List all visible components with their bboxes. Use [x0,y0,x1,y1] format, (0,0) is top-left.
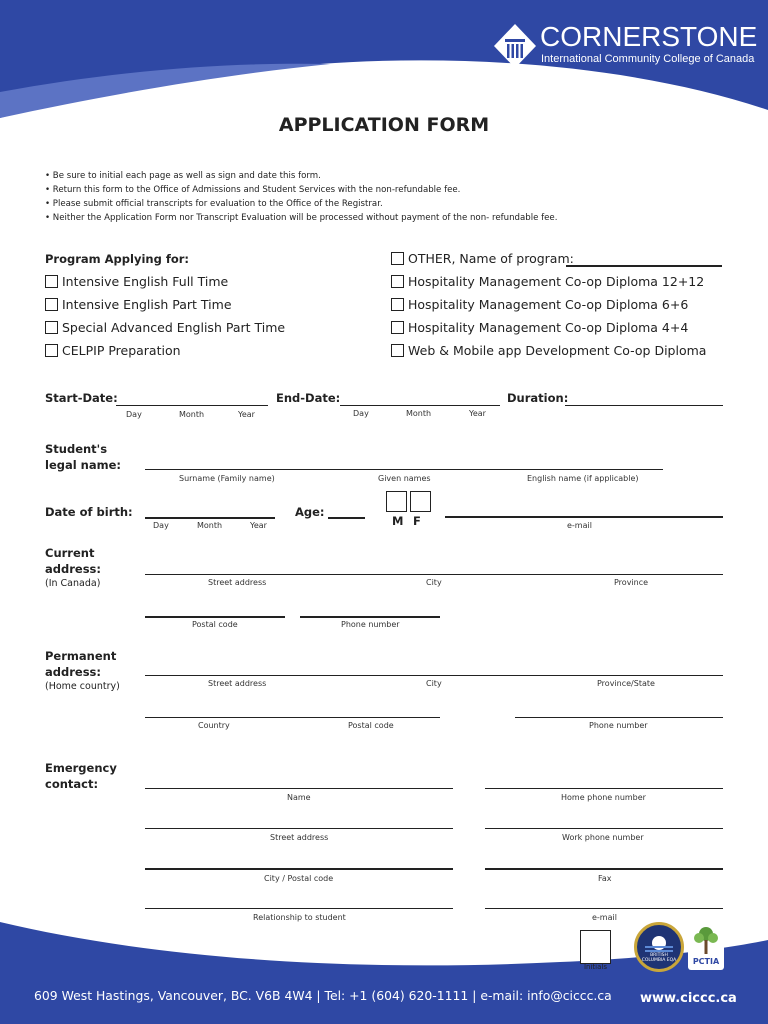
age-label: Age: [295,505,325,519]
permanent-phone-field[interactable] [515,717,723,718]
current-phone-field[interactable] [300,616,440,618]
field-caption: Street address [208,578,267,587]
tree-icon [688,924,724,958]
current-address-label: Current address: [45,546,101,576]
footer-address: 609 West Hastings, Vancouver, BC. V6B 4W4 | Tel: +1 (604) 620-1111 | e-mail: info@ciccc.ca [34,988,612,1003]
field-caption: Work phone number [562,833,644,842]
field-caption: Surname (Family name) [179,474,275,483]
initials-box[interactable] [580,930,611,964]
initials-label: Initials [583,963,608,971]
program-option[interactable] [391,297,688,312]
birth-date-label: Date of birth: [45,505,133,519]
field-caption: Postal code [348,721,394,730]
option-label: Hospitality Management Co-op Diploma 6+6 [408,297,689,312]
emergency-home-phone-field[interactable] [485,788,723,789]
checkbox[interactable] [45,275,58,288]
field-caption: e-mail [567,521,592,530]
emergency-work-phone-field[interactable] [485,828,723,829]
field-caption: Phone number [589,721,648,730]
gender-female-label: F [413,514,421,528]
field-caption: Day [153,521,169,530]
field-caption: Day [126,410,142,419]
option-label: Web & Mobile app Development Co-op Diploma [408,343,707,358]
field-caption: Year [469,409,486,418]
gender-male-label: M [392,514,404,528]
pctia-badge [688,922,724,970]
program-option[interactable] [391,320,688,335]
current-postal-field[interactable] [145,616,285,618]
field-caption: City / Postal code [264,874,334,883]
field-caption: English name (if applicable) [527,474,639,483]
option-label: CELPIP Preparation [62,343,181,358]
checkbox[interactable] [45,321,58,334]
brand-name: CORNERSTONE [540,21,758,52]
permanent-country-postal-field[interactable] [145,717,440,718]
checkbox[interactable] [45,298,58,311]
field-caption: City [426,578,442,587]
brand-logo [494,20,762,72]
instruction-item: • Be sure to initial each page as well as sign and date this form. [45,171,321,181]
program-option-other[interactable] [391,251,574,266]
option-label: Intensive English Part Time [62,297,232,312]
checkbox[interactable] [391,321,404,334]
option-label: Hospitality Management Co-op Diploma 12+12 [408,274,705,289]
emergency-contact-label: Emergency contact: [45,761,117,791]
field-caption: Province [614,578,649,587]
field-caption: Fax [598,874,612,883]
page-title: APPLICATION FORM [278,114,490,136]
permanent-address-label: Permanent address: [45,649,117,679]
bc-eqa-text: BRITISH COLUMBIA EQA [641,953,677,963]
program-option[interactable] [45,274,228,289]
field-caption: Home phone number [561,793,646,802]
program-option[interactable] [45,320,285,335]
duration-label: Duration: [507,391,569,405]
field-caption: Month [197,521,223,530]
program-option[interactable] [391,274,704,289]
end-date-field[interactable] [340,405,500,406]
option-label: OTHER, Name of program: [408,251,574,266]
pillar-diamond-icon [494,24,536,68]
emergency-street-field[interactable] [145,828,453,829]
instruction-item: • Return this form to the Office of Admissions and Student Services with the non-refundable fee. [45,185,461,195]
gender-female-box[interactable] [410,491,431,512]
field-caption: Year [238,410,255,419]
program-option[interactable] [391,343,706,358]
instruction-item: • Neither the Application Form nor Transcript Evaluation will be processed without payment of the non- refundable fee. [45,213,558,223]
legal-name-label: Student's legal name: [45,442,122,472]
field-caption: Province/State [597,679,655,688]
legal-name-field[interactable] [145,469,663,470]
checkbox[interactable] [391,252,404,265]
instructions-list [45,169,745,225]
pctia-text: PCTIA [692,957,720,966]
field-caption: Country [198,721,230,730]
field-caption: Name [287,793,311,802]
program-option[interactable] [45,297,232,312]
email-field[interactable] [445,516,723,518]
gender-male-box[interactable] [386,491,407,512]
emergency-name-field[interactable] [145,788,453,789]
emergency-city-field[interactable] [145,868,453,870]
instruction-item: • Please submit official transcripts for evaluation to the Office of the Registrar. [45,199,383,209]
field-caption: Relationship to student [253,913,346,922]
option-label: Special Advanced English Part Time [62,320,286,335]
emergency-fax-field[interactable] [485,868,723,870]
field-caption: Phone number [341,620,400,629]
footer-website[interactable]: www.ciccc.ca [640,991,737,1006]
option-label: Hospitality Management Co-op Diploma 4+4 [408,320,689,335]
field-caption: Month [179,410,205,419]
end-date-label: End-Date: [276,391,341,405]
current-address-field[interactable] [145,574,723,575]
age-field[interactable] [328,517,365,519]
field-caption: Given names [378,474,431,483]
start-date-label: Start-Date: [45,391,118,405]
field-caption: Street address [208,679,267,688]
program-option[interactable] [45,343,181,358]
permanent-address-note: (Home country) [45,681,120,692]
brand-subtitle: International Community College of Canada [541,53,755,65]
program-heading: Program Applying for: [45,252,189,266]
bc-eqa-badge [634,922,684,972]
field-caption: Street address [270,833,329,842]
option-label: Intensive English Full Time [62,274,229,289]
start-date-field[interactable] [116,405,268,406]
field-caption: Postal code [192,620,238,629]
field-caption: City [426,679,442,688]
field-caption: Year [250,521,267,530]
other-program-field[interactable] [566,265,722,267]
birth-date-field[interactable] [145,517,275,519]
field-caption: e-mail [592,913,617,922]
checkbox[interactable] [391,275,404,288]
checkbox[interactable] [391,344,404,357]
field-caption: Day [353,409,369,418]
permanent-address-field[interactable] [145,675,723,676]
field-caption: Month [406,409,432,418]
checkbox[interactable] [45,344,58,357]
current-address-note: (In Canada) [45,578,101,589]
checkbox[interactable] [391,298,404,311]
duration-field[interactable] [565,405,723,406]
